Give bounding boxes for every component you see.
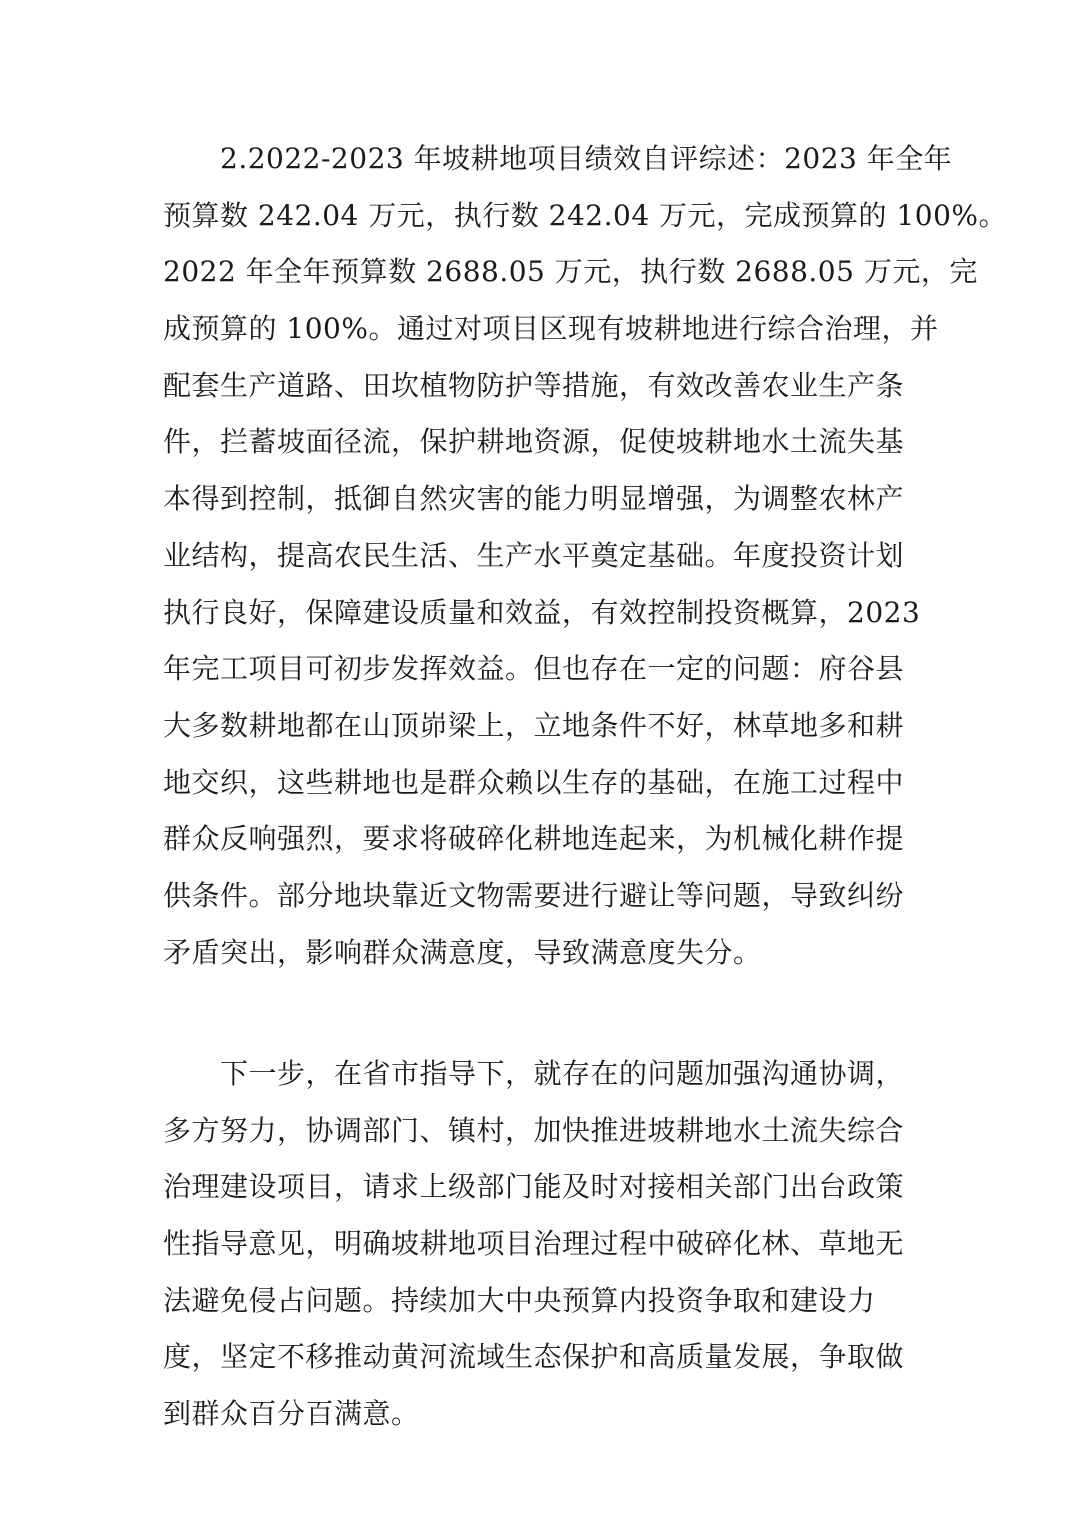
text-line: 供条件。部分地块靠近文物需要进行避让等问题，导致纠纷 <box>163 878 905 912</box>
text-line: 年完工项目可初步发挥效益。但也存在一定的问题：府谷县 <box>163 652 905 686</box>
text-line: 度，坚定不移推动黄河流域生态保护和高质量发展，争取做 <box>163 1340 905 1374</box>
text-line: 配套生产道路、田坎植物防护等措施，有效改善农业生产条 <box>163 368 905 402</box>
text-line: 2.2022-2023 年坡耕地项目绩效自评综述：2023 年全年 <box>163 142 953 175</box>
paragraph-performance-summary <box>163 131 1007 981</box>
text-line: 大多数耕地都在山顶峁梁上，立地条件不好，林草地多和耕 <box>163 708 905 742</box>
text-line: 地交织，这些耕地也是群众赖以生存的基础，在施工过程中 <box>163 765 905 799</box>
text-line: 业结构，提高农民生活、生产水平奠定基础。年度投资计划 <box>163 538 905 572</box>
text-line: 2022 年全年预算数 2688.05 万元，执行数 2688.05 万元，完 <box>163 255 978 289</box>
text-line: 成预算的 100%。通过对项目区现有坡耕地进行综合治理，并 <box>163 312 939 346</box>
paragraph-next-steps <box>163 1046 923 1443</box>
text-line: 矛盾突出，影响群众满意度，导致满意度失分。 <box>163 935 762 969</box>
text-line: 下一步，在省市指导下，就存在的问题加强沟通协调， <box>163 1057 905 1090</box>
text-line: 性指导意见，明确坡耕地项目治理过程中破碎化林、草地无 <box>163 1227 905 1261</box>
text-line: 件，拦蓄坡面径流，保护耕地资源，促使坡耕地水土流失基 <box>163 425 905 459</box>
text-line: 执行良好，保障建设质量和效益，有效控制投资概算，2023 <box>163 595 921 629</box>
text-line: 治理建设项目，请求上级部门能及时对接相关部门出台政策 <box>163 1170 905 1204</box>
text-line: 多方努力，协调部门、镇村，加快推进坡耕地水土流失综合 <box>163 1113 905 1147</box>
text-line: 预算数 242.04 万元，执行数 242.04 万元，完成预算的 100%。 <box>163 198 1007 232</box>
text-line: 到群众百分百满意。 <box>163 1397 420 1431</box>
text-line: 本得到控制，抵御自然灾害的能力明显增强，为调整农林产 <box>163 482 905 516</box>
text-line: 群众反响强烈，要求将破碎化耕地连起来，为机械化耕作提 <box>163 822 905 856</box>
text-line: 法避免侵占问题。持续加大中央预算内投资争取和建设力 <box>163 1283 876 1317</box>
